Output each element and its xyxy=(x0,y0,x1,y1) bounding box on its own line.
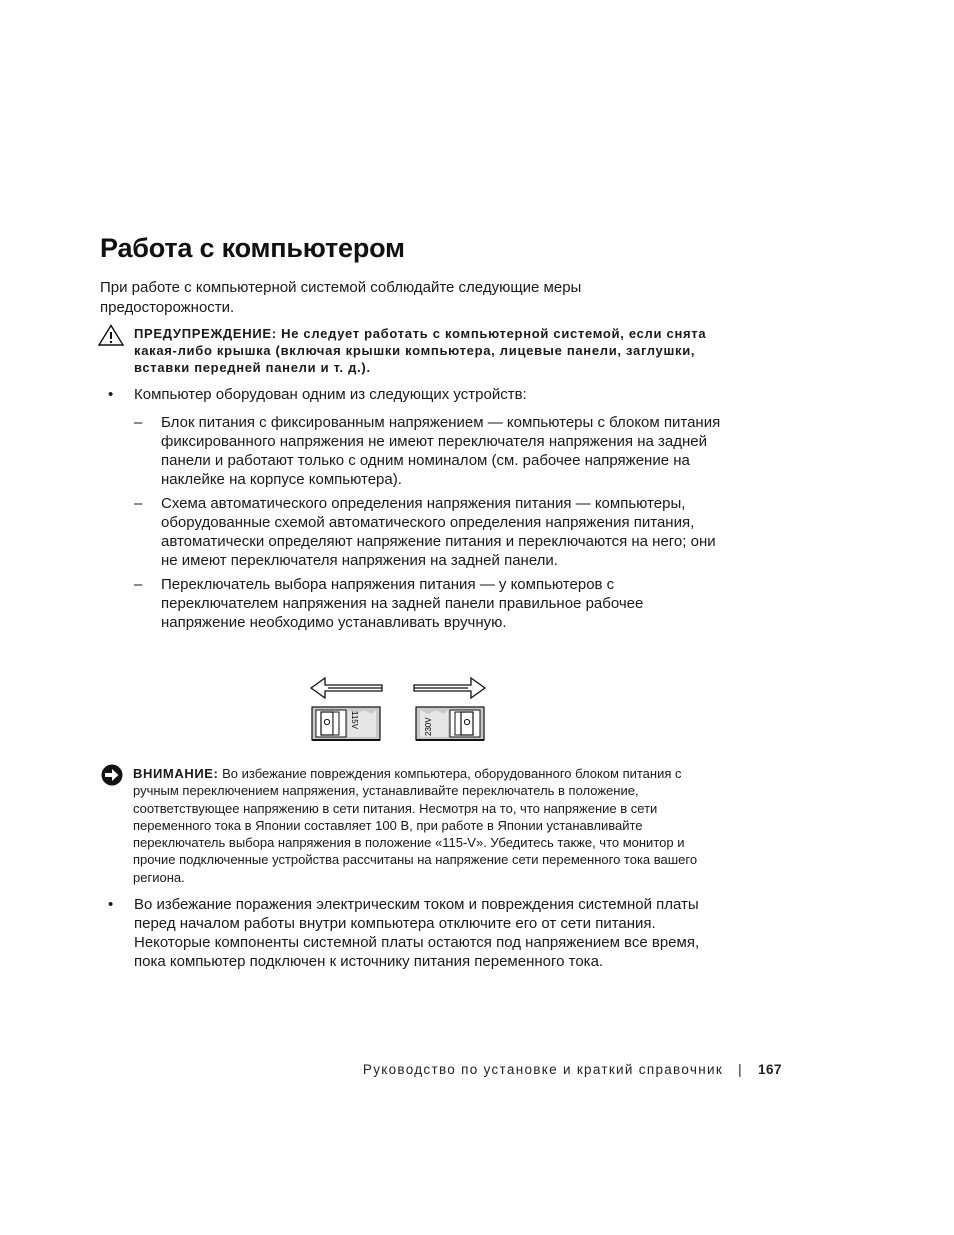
sub-list xyxy=(134,413,720,632)
switch-230v-label: 230V xyxy=(424,717,433,736)
intro-paragraph: При работе с компьютерной системой соблюдайте следующие меры предосторожности. xyxy=(100,279,582,316)
dash-marker: – xyxy=(134,495,143,512)
dash-marker: – xyxy=(134,414,143,431)
bullet-list xyxy=(100,385,720,637)
switch-115v-label: 115V xyxy=(350,711,359,730)
page-title: Работа с компьютером xyxy=(100,233,405,263)
arrow-right-icon xyxy=(414,678,485,698)
page-number: 167 xyxy=(757,1062,782,1077)
switch-115v xyxy=(312,707,380,740)
sub-item-text: Блок питания с фиксированным напряжением — компьютеры с блоком питания фиксированного напряжения не имеют переключателя напряжения на задней панели и работают только с одним номиналом (см. рабочее напряжение на наклейке на корпусе компьютера). xyxy=(161,414,721,488)
bullet-item-unplug xyxy=(100,895,720,971)
bullet-text: Компьютер оборудован одним из следующих устройств: xyxy=(134,386,527,403)
arrow-left-icon xyxy=(311,678,382,698)
caution-body: Во избежание повреждения компьютера, оборудованного блоком питания с ручным переключением напряжения, устанавливайте переключатель в положение, соответствующее напряжению в сети питания. Несмотря на то, что напряжение в сети переменного тока в Японии составляет 100 В, при работе в Японии устанавливайте переключатель выбора напряжения в положение «115-V». Убедитесь также, что монитор и прочие подключенные устройства рассчитаны на напряжение сети переменного тока вашего региона. xyxy=(133,766,698,885)
dash-marker: – xyxy=(134,576,143,593)
caution-text xyxy=(133,765,713,886)
sub-item-manual-switch xyxy=(134,575,721,632)
caution-arrow-circle-icon xyxy=(100,763,124,787)
footer-book-title: Руководство по установке и краткий справочник xyxy=(362,1062,724,1077)
footer-separator: | xyxy=(738,1062,743,1077)
bullet-text: Во избежание поражения электрическим током и повреждения системной платы перед началом работы внутри компьютера отключите его от сети питания. Некоторые компоненты системной платы остаются под напряжением все время, пока компьютер подключен к источнику питания переменного тока. xyxy=(134,896,700,970)
bullet-list xyxy=(100,895,720,971)
bullet-item-devices xyxy=(100,385,720,632)
warning-triangle-icon xyxy=(98,324,124,346)
sub-item-text: Схема автоматического определения напряжения питания — компьютеры, оборудованные схемой автоматического определения напряжения питания, автоматически определяют напряжение питания и переключаются на него; они не имеют переключателя напряжения на задней панели. xyxy=(161,495,716,569)
warning-text: ПРЕДУПРЕЖДЕНИЕ: Не следует работать с компьютерной системой, если снята какая-либо крышка (включая крышки компьютера, лицевые панели, заглушки, вставки передней панели и т. д.). xyxy=(134,326,707,375)
caution-label: ВНИМАНИЕ: xyxy=(133,766,219,781)
sub-item-text: Переключатель выбора напряжения питания — у компьютеров с переключателем напряжения на задней панели правильное рабочее напряжение необходимо устанавливать вручную. xyxy=(161,576,644,631)
switch-230v xyxy=(416,707,484,740)
sub-item-auto-sensing xyxy=(134,494,721,570)
page-footer xyxy=(363,1062,782,1077)
bullet-marker: • xyxy=(108,896,114,913)
bullet-marker: • xyxy=(108,386,114,403)
sub-item-fixed-voltage xyxy=(134,413,721,489)
voltage-switch-figure xyxy=(308,674,488,746)
